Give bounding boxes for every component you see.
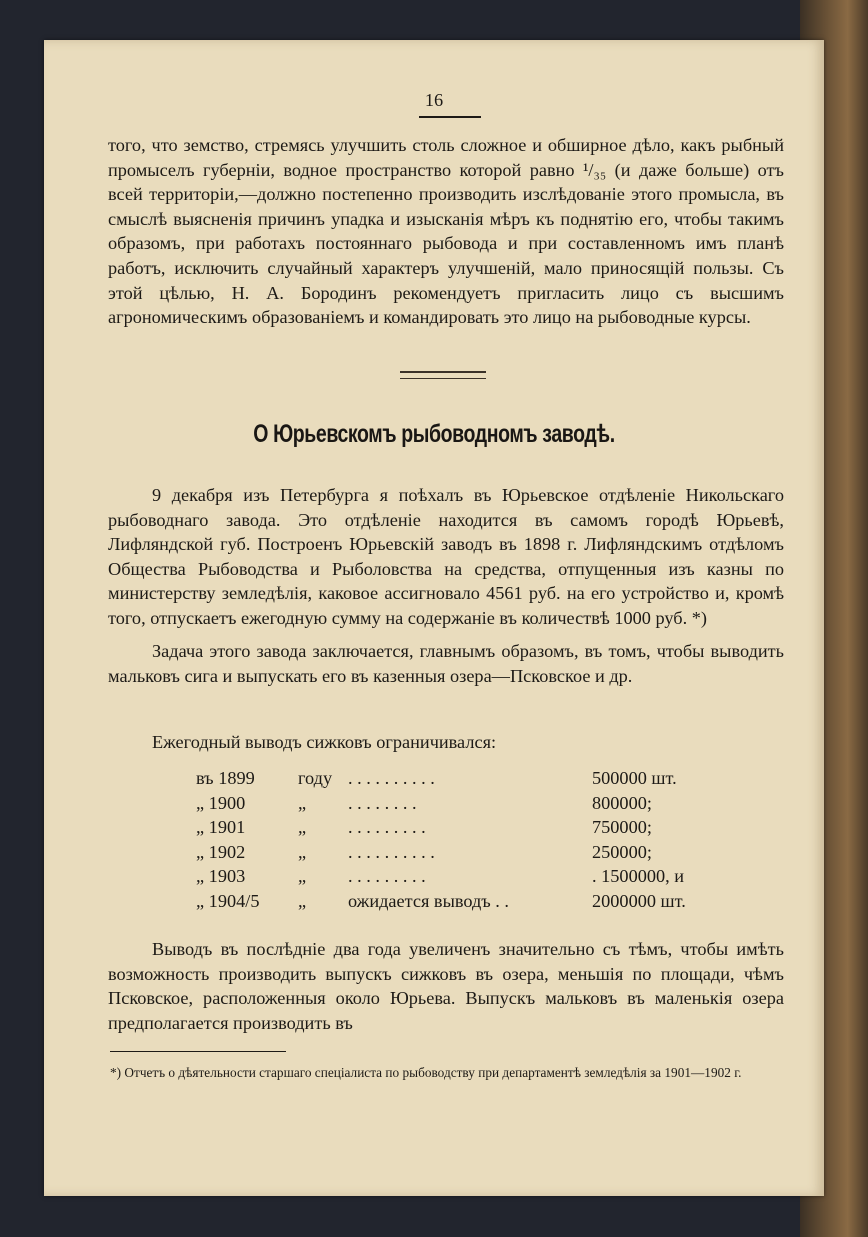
table-row xyxy=(196,864,716,889)
row-leader: . . . . . . . . . . xyxy=(348,841,435,862)
row-leader: . . . . . . . . xyxy=(348,792,417,813)
row-unit: году xyxy=(298,768,333,788)
row-year: въ 1899 xyxy=(196,768,255,788)
row-unit: „ xyxy=(298,841,307,862)
footnote-rule xyxy=(110,1051,286,1052)
row-unit: „ xyxy=(298,890,307,911)
paragraph-continuation: того, что земство, стремясь улучшить столь сложное и обширное дѣло, какъ рыбный промыселъ губерніи, водное пространство которой равно ¹/₃₅ (и даже больше) отъ всей территоріи,—должно постепенно производить изслѣдованіе этого промысла, въ смыслѣ выясненія причинъ упадка и изысканія мѣръ къ поднятію его, чтобы такимъ образомъ, при работахъ постояннаго рыбовода и при составленномъ имъ планѣ работъ, исключить случайный характеръ улучшеній, мало приносящій пользы. Съ этой цѣлью, Н. А. Бородинъ рекомендуетъ пригласить лицо съ высшимъ агрономическимъ образованіемъ и командировать это лицо на рыбоводные курсы. xyxy=(108,135,784,328)
row-leader: . . . . . . . . . xyxy=(348,817,426,838)
row-value: 500000 шт. xyxy=(592,768,677,788)
row-year: „ 1904/5 xyxy=(196,890,260,911)
table-row xyxy=(196,815,716,840)
table-row xyxy=(196,840,716,865)
table-row xyxy=(196,791,716,816)
section-divider xyxy=(400,371,486,379)
book-page xyxy=(44,40,824,1196)
table-row xyxy=(196,766,716,791)
row-unit: „ xyxy=(298,817,307,838)
row-unit: „ xyxy=(298,792,307,813)
row-leader: . . . . . . . . . . xyxy=(348,768,435,788)
row-value: 2000000 шт. xyxy=(592,890,686,911)
row-year: „ 1900 xyxy=(196,792,246,813)
row-leader: ожидается выводъ . . xyxy=(348,890,510,911)
row-value: 800000; xyxy=(592,792,652,813)
row-value: 250000; xyxy=(592,841,652,862)
row-value: 750000; xyxy=(592,817,652,838)
paragraph-output: Выводъ въ послѣдніе два года увеличенъ значительно съ тѣмъ, чтобы имѣть возможность производить выпускъ сижковъ въ озера, меньшія по площади, чѣмъ Псковское, расположенныя около Юрьева. Выпускъ мальковъ въ маленькія озера предполагается производить въ xyxy=(108,939,784,1033)
row-year: „ 1903 xyxy=(196,866,246,887)
row-year: „ 1902 xyxy=(196,841,246,862)
table-row xyxy=(196,889,716,914)
section-heading: О Юрьевскомъ рыбоводномъ заводѣ. xyxy=(253,420,615,448)
table-intro: Ежегодный выводъ сижковъ ограничивался: xyxy=(152,732,497,752)
row-year: „ 1901 xyxy=(196,817,246,838)
output-table xyxy=(196,766,716,914)
paragraph-task: Задача этого завода заключается, главнымъ образомъ, въ томъ, чтобы выводить мальковъ сига и выпускать его въ казенныя озера—Псковское и др. xyxy=(108,641,784,686)
row-leader: . . . . . . . . . xyxy=(348,866,426,887)
paragraph-trip: 9 декабря изъ Петербурга я поѣхалъ въ Юрьевское отдѣленіе Никольскаго рыбоводнаго завода. Это отдѣленіе находится въ самомъ городѣ Юрьевѣ, Лифляндской губ. Построенъ Юрьевскій заводъ въ 1898 г. Лифляндскимъ отдѣломъ Общества Рыбоводства и Рыболовства на средства, отпущенныя изъ казны по министерству земледѣлія, каковое ассигновало 4561 руб. на его устройство и, кромѣ того, отпускаетъ ежегодную сумму на содержаніе въ количествѣ 1000 руб. *) xyxy=(108,485,784,628)
page-number-underline xyxy=(419,116,481,118)
row-unit: „ xyxy=(298,866,307,887)
page-number: 16 xyxy=(424,90,444,110)
row-value: . 1500000, и xyxy=(592,866,685,887)
footnote: *) Отчетъ о дѣятельности старшаго спеціалиста по рыбоводству при департаментѣ земледѣлія за 1901—1902 г. xyxy=(110,1065,742,1080)
